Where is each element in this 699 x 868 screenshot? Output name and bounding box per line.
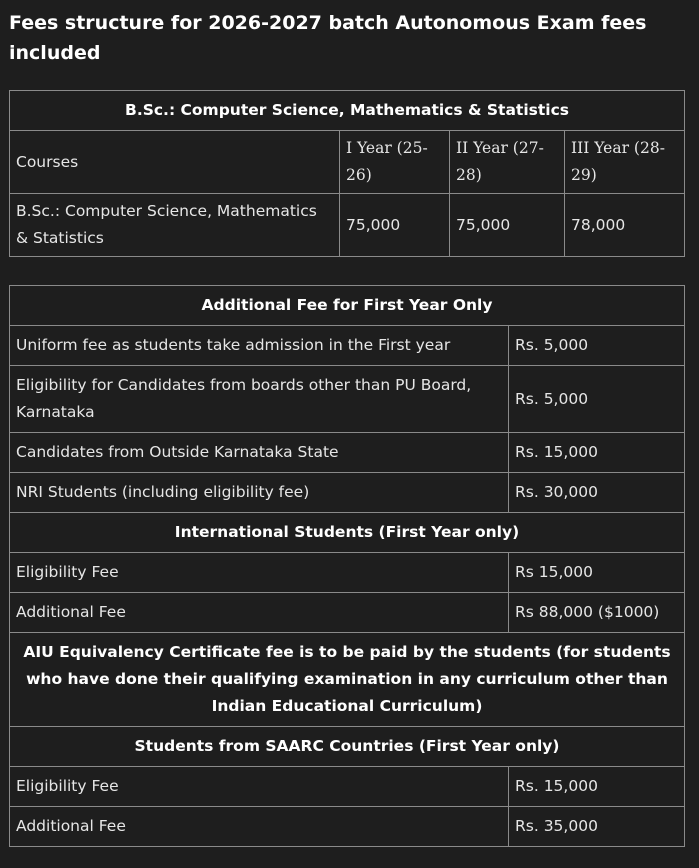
fee-label: Eligibility Fee	[10, 767, 509, 807]
page-heading: Fees structure for 2026-2027 batch Autonomous Exam fees included	[9, 12, 647, 64]
saarc-students-title: Students from SAARC Countries (First Year only)	[10, 727, 685, 767]
aiu-note: AIU Equivalency Certificate fee is to be paid by the students (for students who have done their qualifying examination in any curriculum other than Indian Educational Curriculum)	[10, 633, 685, 727]
year-3-header: III Year (28-29)	[565, 131, 685, 194]
fee-value: Rs 15,000	[509, 553, 685, 593]
fee-label: Eligibility for Candidates from boards other than PU Board, Karnataka	[10, 366, 509, 433]
fee-label: Eligibility Fee	[10, 553, 509, 593]
year-2-header: II Year (27-28)	[450, 131, 565, 194]
fee-value: Rs. 5,000	[509, 366, 685, 433]
additional-fees-table	[9, 285, 685, 847]
fee-value: Rs. 15,000	[509, 767, 685, 807]
table-row	[10, 473, 685, 513]
fee-value: Rs. 5,000	[509, 326, 685, 366]
table-row	[10, 553, 685, 593]
fee-value: Rs. 35,000	[509, 807, 685, 847]
year-3-fee: 78,000	[565, 194, 685, 257]
table-row	[10, 91, 685, 131]
fee-label: Additional Fee	[10, 807, 509, 847]
year-2-fee: 75,000	[450, 194, 565, 257]
table-row	[10, 326, 685, 366]
table-row	[10, 593, 685, 633]
fee-label: Candidates from Outside Karnataka State	[10, 433, 509, 473]
table-row	[10, 366, 685, 433]
fee-label: NRI Students (including eligibility fee)	[10, 473, 509, 513]
year-1-header: I Year (25-26)	[340, 131, 450, 194]
course-name: B.Sc.: Computer Science, Mathematics & Statistics	[10, 194, 340, 257]
fee-label: Additional Fee	[10, 593, 509, 633]
fee-value: Rs. 30,000	[509, 473, 685, 513]
course-fees-table	[9, 90, 685, 257]
table-row	[10, 807, 685, 847]
table-row	[10, 633, 685, 727]
table-row	[10, 727, 685, 767]
table-row	[10, 131, 685, 194]
fee-value: Rs 88,000 ($1000)	[509, 593, 685, 633]
courses-header: Courses	[10, 131, 340, 194]
additional-fee-title: Additional Fee for First Year Only	[10, 286, 685, 326]
course-table-title: B.Sc.: Computer Science, Mathematics & Statistics	[10, 91, 685, 131]
year-1-fee: 75,000	[340, 194, 450, 257]
table-row	[10, 513, 685, 553]
table-row	[10, 433, 685, 473]
table-row	[10, 286, 685, 326]
table-row	[10, 194, 685, 257]
international-students-title: International Students (First Year only)	[10, 513, 685, 553]
table-row	[10, 767, 685, 807]
fee-label: Uniform fee as students take admission in the First year	[10, 326, 509, 366]
fee-value: Rs. 15,000	[509, 433, 685, 473]
